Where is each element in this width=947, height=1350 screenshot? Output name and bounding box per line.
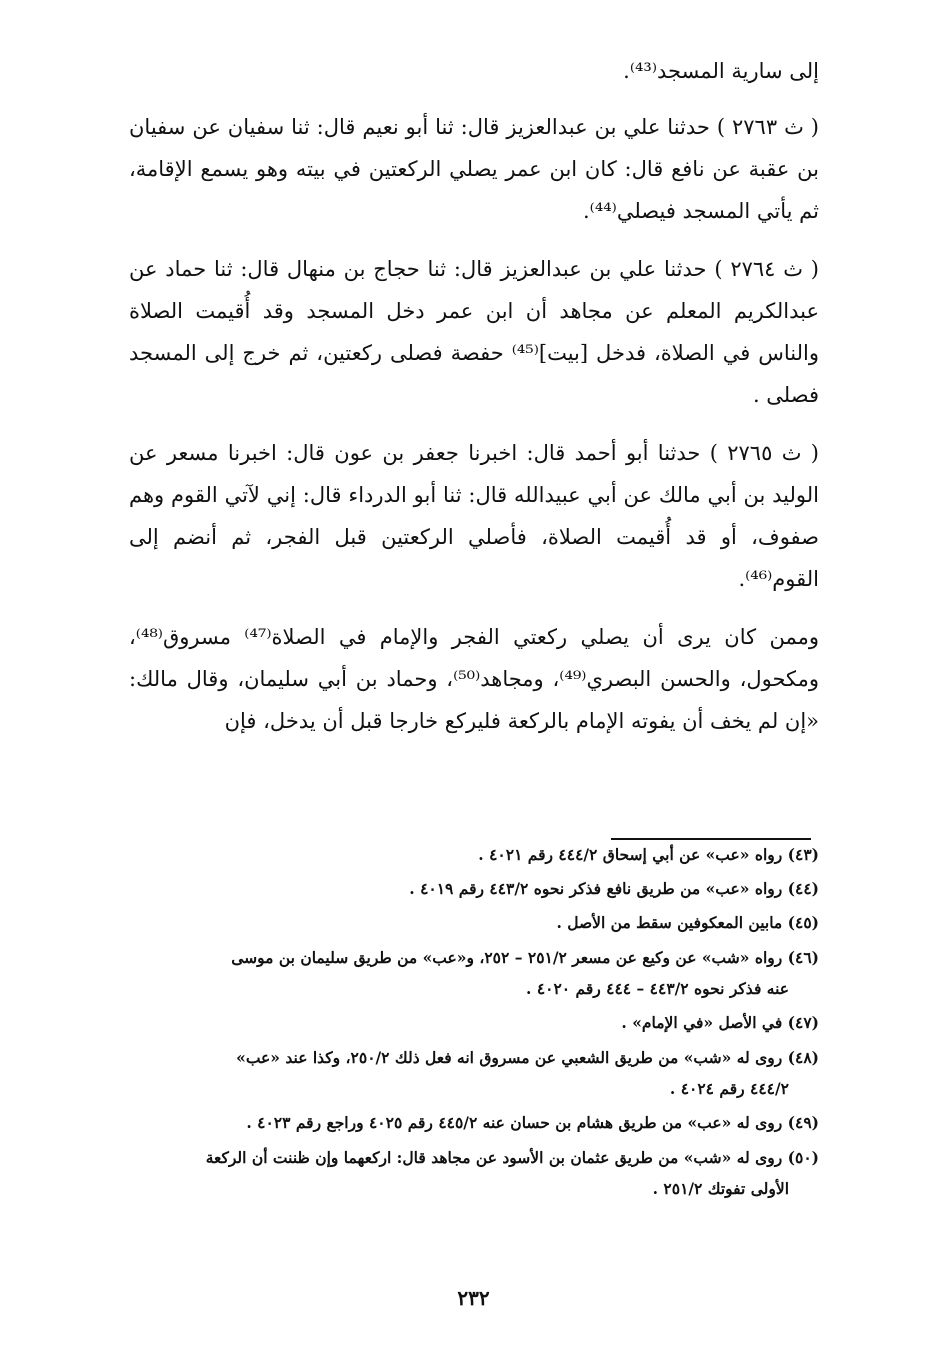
- main-text: [129, 50, 819, 758]
- footnote-continuation: عنه فذكر نحوه ٤٤٣/٢ – ٤٤٤ رقم ٤٠٢٠ .: [526, 979, 789, 998]
- footnote-number: (٤٨): [787, 1048, 819, 1067]
- footnote-number: (٤٥): [787, 913, 819, 932]
- footnote: [119, 872, 819, 906]
- footnote-text: رواه «عب» من طريق نافع فذكر نحوه ٤٤٣/٢ رقم ٤٠١٩ .: [409, 879, 783, 898]
- footnote: [119, 1040, 819, 1106]
- footnote-text: رواه «شب» عن وكيع عن مسعر ٢٥١/٢ – ٢٥٢، و«عب» من طريق سليمان بن موسى: [231, 948, 783, 967]
- hadith-2764: ( ث ٢٧٦٤ ) حدثنا علي بن عبدالعزيز قال: ثنا حجاج بن منهال قال: ثنا حماد عن عبدالكريم المعلم عن مجاهد أن ابن عمر دخل المسجد وقد أُقيمت الصلاة والناس في الصلاة، فدخل [بيت]⁽⁴⁵⁾ حفصة فصلى ركعتين، ثم خرج إلى المسجد فصلى .: [129, 257, 819, 407]
- footnote-number: (٤٦): [787, 948, 819, 967]
- hadith-2763: ( ث ٢٧٦٣ ) حدثنا علي بن عبدالعزيز قال: ثنا أبو نعيم قال: ثنا سفيان عن سفيان بن عقبة عن نافع قال: كان ابن عمر يصلي الركعتين في بيته وهو يسمع الإقامة، ثم يأتي المسجد فيصلي⁽⁴⁴⁾.: [129, 115, 819, 223]
- footnote-number: (٤٩): [787, 1113, 819, 1132]
- footnote-number: (٤٤): [787, 879, 819, 898]
- footnote-text: روى له «شب» من طريق عثمان بن الأسود عن مجاهد قال: اركعهما وإن ظننت أن الركعة: [205, 1148, 783, 1167]
- footnote-number: (٤٧): [787, 1013, 819, 1032]
- footnote: [119, 1140, 819, 1206]
- footnote: [119, 940, 819, 1006]
- footnote: [119, 906, 819, 940]
- footnote-text: مابين المعكوفين سقط من الأصل .: [556, 913, 783, 932]
- footnote-number: (٤٣): [787, 845, 819, 864]
- footnote-text: رواه «عب» عن أبي إسحاق ٤٤٤/٢ رقم ٤٠٢١ .: [478, 845, 783, 864]
- paragraph-continuation: إلى سارية المسجد⁽⁴³⁾.: [623, 59, 819, 83]
- page-number: ٢٣٢: [457, 1286, 490, 1310]
- footnote-text: روى له «عب» من طريق هشام بن حسان عنه ٤٤٥/٢ رقم ٤٠٢٥ وراجع رقم ٤٠٢٣ .: [246, 1113, 783, 1132]
- footnote: [119, 1106, 819, 1140]
- footnote-text: روى له «شب» من طريق الشعبي عن مسروق انه فعل ذلك ٢٥٠/٢، وكذا عند «عب»: [236, 1048, 783, 1067]
- hadith-2765: ( ث ٢٧٦٥ ) حدثنا أبو أحمد قال: اخبرنا جعفر بن عون قال: اخبرنا مسعر عن الوليد بن أبي مالك عن أبي عبيدالله قال: ثنا أبو الدرداء قال: إني لآتي القوم وهم صفوف، أو قد أُقيمت الصلاة، فأصلي الركعتين قبل الفجر، ثم أنضم إلى القوم⁽⁴⁶⁾.: [129, 441, 819, 591]
- footnote: [119, 838, 819, 872]
- footnote-continuation: ٤٤٤/٢ رقم ٤٠٢٤ .: [669, 1079, 789, 1098]
- footnote: [119, 1006, 819, 1040]
- paragraph-commentary: وممن كان يرى أن يصلي ركعتي الفجر والإمام في الصلاة⁽⁴⁷⁾ مسروق⁽⁴⁸⁾، ومكحول، والحسن البصري⁽⁴⁹⁾، ومجاهد⁽⁵⁰⁾، وحماد بن أبي سليمان، وقال مالك: «إن لم يخف أن يفوته الإمام بالركعة فليركع خارجا قبل أن يدخل، فإن: [129, 625, 820, 733]
- footnote-text: في الأصل «في الإمام» .: [621, 1013, 783, 1032]
- footnote-continuation: الأولى تفوتك ٢٥١/٢ .: [652, 1179, 789, 1198]
- footnote-number: (٥٠): [787, 1148, 819, 1167]
- footnotes: [119, 838, 819, 1206]
